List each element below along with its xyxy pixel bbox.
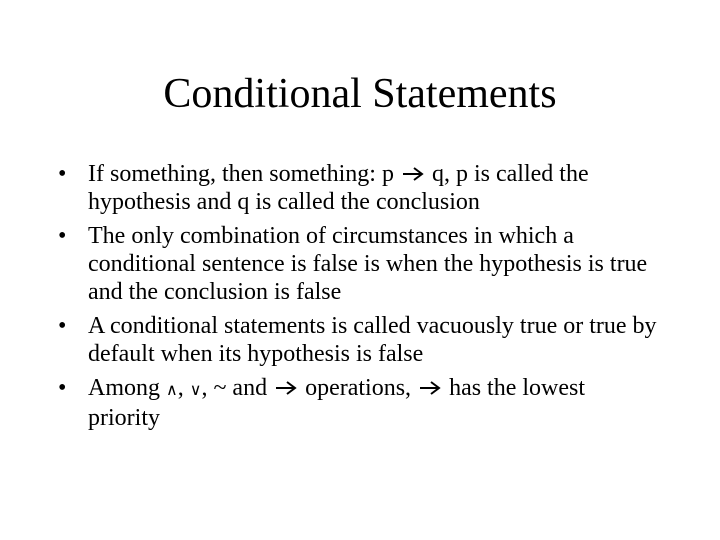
bullet-text: The only combination of circumstances in which a conditional sentence is false is when the hypothesis is true and the conclusion is false (88, 223, 648, 305)
bullet-text: operations, (299, 375, 418, 401)
bullet-text: A conditional statements is called vacuously true or true by default when its hypothesis is false (88, 313, 657, 367)
bullet-marker: • (58, 223, 67, 249)
bullet-text: q, p is called the hypothesis and q is called the conclusion (88, 161, 589, 215)
bullet-text: , (177, 375, 190, 401)
right-arrow-icon (402, 166, 424, 182)
bullet-text: , ~ and (201, 375, 274, 401)
right-arrow-icon (419, 380, 441, 396)
bullet-text: Among (88, 375, 166, 401)
logical-or-symbol: ∨ (189, 380, 202, 399)
bullet-item (58, 374, 658, 432)
logical-and-symbol: ∧ (166, 380, 178, 399)
bullet-marker: • (58, 375, 67, 401)
right-arrow-icon (275, 380, 297, 396)
bullet-marker: • (58, 161, 67, 187)
bullet-item (58, 222, 658, 306)
bullet-item (58, 160, 658, 216)
bullet-list (58, 160, 658, 438)
bullet-marker: • (58, 313, 67, 339)
bullet-text: has the lowest priority (88, 375, 586, 431)
bullet-text: If something, then something: p (88, 161, 400, 187)
slide-title: Conditional Statements (163, 71, 557, 117)
bullet-item (58, 312, 658, 368)
